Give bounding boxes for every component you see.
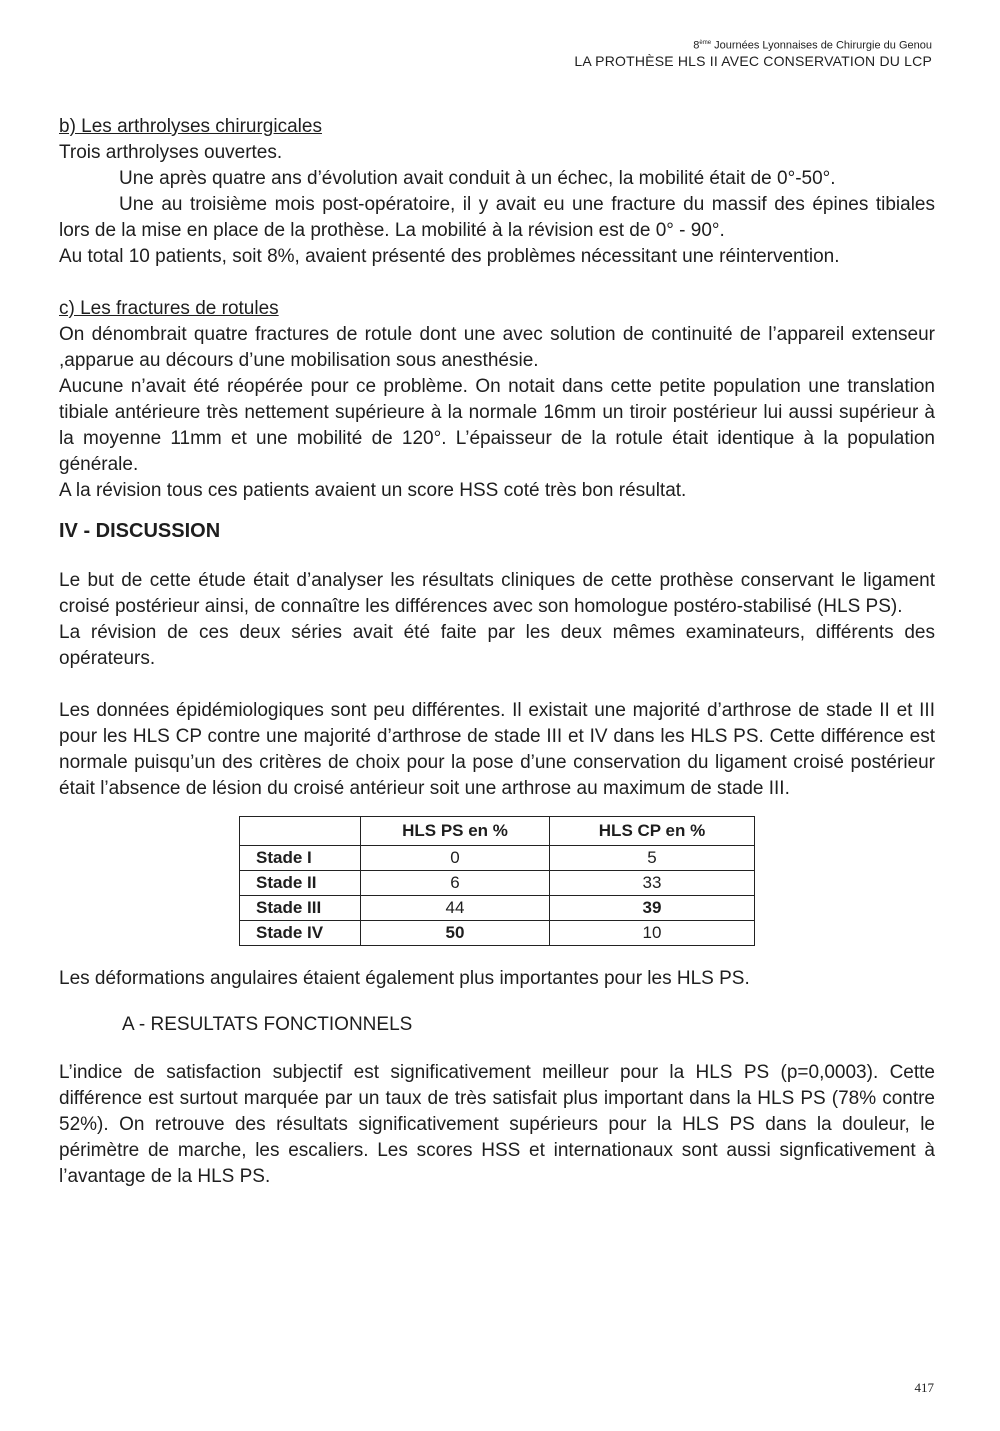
section-b-paragraph-3: Une au troisième mois post-opératoire, il y avait eu une fracture du massif des épines tibiales lors de la mise en place de la prothèse. La mobilité à la révision est de 0° - 90°.: [59, 194, 935, 241]
section-b-paragraph-2: Une après quatre ans d’évolution avait conduit à un échec, la mobilité était de 0°-50°.: [119, 168, 836, 189]
table-header-row: [240, 817, 755, 846]
table-row: [240, 846, 755, 871]
header-conference: [574, 36, 932, 53]
table-cell: 44: [361, 896, 550, 921]
discussion-heading: IV - DISCUSSION: [59, 520, 221, 542]
section-c-title: c) Les fractures de rotules: [59, 298, 279, 319]
page-number: 417: [914, 1380, 934, 1395]
table-row-label: Stade IV: [240, 921, 361, 946]
resultats-paragraph-1: L’indice de satisfaction subjectif est significativement meilleur pour la HLS PS (p=0,0003). Cette différence est surtout marquée par un taux de très satisfait plus important dans la HLS PS (78% contre 52%). On retrouve des résultats significativement supérieurs pour la HLS PS dans la douleur, le périmètre de marche, les escaliers. Les scores HSS et internationaux sont aussi signficativement à l’avantage de la HLS PS.: [59, 1062, 935, 1187]
table-row: [240, 896, 755, 921]
table-cell: 0: [361, 846, 550, 871]
section-c-paragraph-3: A la révision tous ces patients avaient un score HSS coté très bon résultat.: [59, 480, 687, 501]
table-cell: 33: [550, 871, 755, 896]
after-table-paragraph: Les déformations angulaires étaient également plus importantes pour les HLS PS.: [59, 968, 750, 989]
table-header-cell: [240, 817, 361, 846]
section-b-title: b) Les arthrolyses chirurgicales: [59, 116, 322, 137]
resultats-heading: A - RESULTATS FONCTIONNELS: [122, 1014, 413, 1035]
header-ordinal: 8: [693, 39, 700, 52]
discussion-paragraph-3: Les données épidémiologiques sont peu différentes. Il existait une majorité d’arthrose de stade II et III pour les HLS CP contre une majorité d’arthrose de stade III et IV dans les HLS PS. Cette différence est normale puisqu’un des critères de choix pour la pose d’une conservation du ligament croisé postérieur était l’absence de lésion du croisé antérieur soit une arthrose au maximum de stade III.: [59, 700, 935, 799]
header-conference-name: Journées Lyonnaises de Chirurgie du Genou: [711, 39, 932, 52]
arthrosis-stage-table: [239, 816, 755, 946]
table-cell: 5: [550, 846, 755, 871]
header-title: LA PROTHÈSE HLS II AVEC CONSERVATION DU LCP: [574, 52, 932, 69]
section-c-paragraph-1: On dénombrait quatre fractures de rotule dont une avec solution de continuité de l’appareil extenseur ,apparue au décours d’une mobilisation sous anesthésie.: [59, 324, 935, 371]
section-b-paragraph-1: Trois arthrolyses ouvertes.: [59, 142, 283, 163]
table-row-label: Stade II: [240, 871, 361, 896]
table-row: [240, 921, 755, 946]
page-body: [59, 114, 935, 1190]
table-header-cell: HLS CP en %: [550, 817, 755, 846]
discussion-paragraph-1: Le but de cette étude était d’analyser les résultats cliniques de cette prothèse conservant le ligament croisé postérieur ainsi, de connaître les différences avec son homologue postéro-stabilisé (HLS PS).: [59, 570, 935, 617]
table-cell: 6: [361, 871, 550, 896]
table-cell: 50: [361, 921, 550, 946]
table-cell: 10: [550, 921, 755, 946]
table-row-label: Stade I: [240, 846, 361, 871]
table-row-label: Stade III: [240, 896, 361, 921]
table-cell: 39: [550, 896, 755, 921]
table-row: [240, 871, 755, 896]
table-header-cell: HLS PS en %: [361, 817, 550, 846]
header-ordinal-suffix: ème: [699, 40, 712, 46]
discussion-paragraph-2: La révision de ces deux séries avait été faite par les deux mêmes examinateurs, différents des opérateurs.: [59, 622, 935, 669]
section-b-paragraph-4: Au total 10 patients, soit 8%, avaient présenté des problèmes nécessitant une réintervention.: [59, 246, 840, 267]
running-header: [574, 36, 932, 70]
section-c-paragraph-2: Aucune n’avait été réopérée pour ce problème. On notait dans cette petite population une translation tibiale antérieure très nettement supérieure à la normale 16mm un tiroir postérieur lui aussi supérieur à la moyenne 11mm et une mobilité de 120°. L’épaisseur de la rotule était identique à la population générale.: [59, 376, 935, 475]
